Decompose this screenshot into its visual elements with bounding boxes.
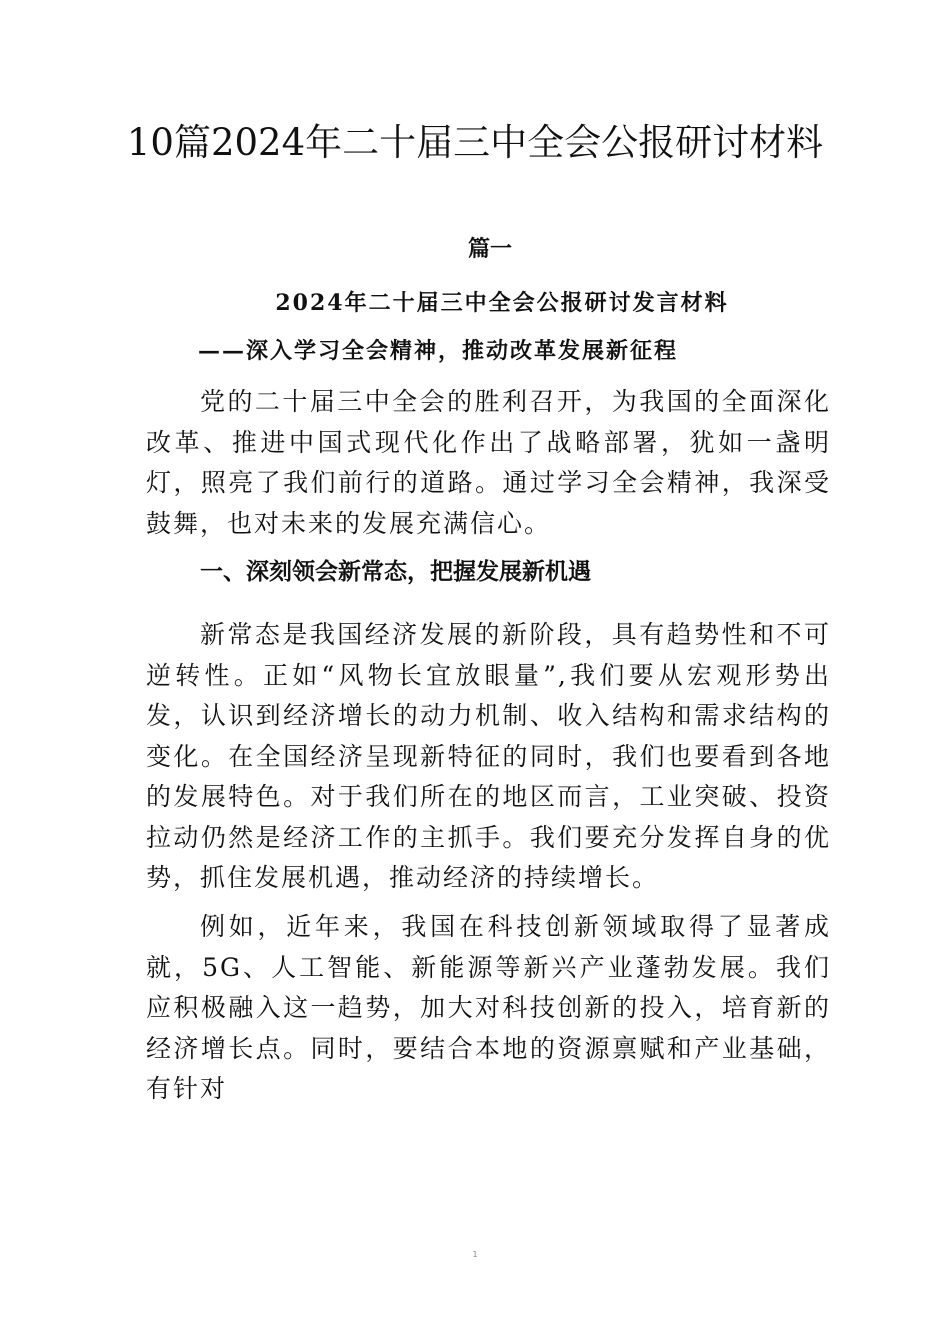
chapter-label: 篇一 — [467, 236, 512, 262]
article-title: 2024年二十届三中全会公报研讨发言材料 — [275, 290, 729, 316]
section-heading: 一、深刻领会新常态，把握发展新机遇 — [200, 559, 591, 585]
body-paragraph: 例如，近年来，我国在科技创新领域取得了显著成就，5G、人工智能、新能源等新兴产业蓬勃发展。我们应积极融入这一趋势，加大对科技创新的投入，培育新的经济增长点。同时，要结合本地的资源禀赋和产业基础，有针对 — [146, 912, 831, 1103]
document-title: 10篇2024年二十届三中全会公报研讨材料 — [126, 121, 824, 164]
article-subtitle: ——深入学习全会精神，推动改革发展新征程 — [198, 338, 679, 364]
body-paragraph: 党的二十届三中全会的胜利召开，为我国的全面深化改革、推进中国式现代化作出了战略部署，犹如一盏明灯，照亮了我们前行的道路。通过学习全会精神，我深受鼓舞，也对未来的发展充满信心。 — [146, 387, 831, 538]
page-number: 1 — [472, 1250, 478, 1259]
body-paragraph: 新常态是我国经济发展的新阶段，具有趋势性和不可逆转性。正如“风物长宜放眼量”,我们要从宏观形势出发，认识到经济增长的动力机制、收入结构和需求结构的变化。在全国经济呈现新特征的同时，我们也要看到各地的发展特色。对于我们所在的地区而言，工业突破、投资拉动仍然是经济工作的主抓手。我们要充分发挥自身的优势，抓住发展机遇，推动经济的持续增长。 — [146, 620, 831, 892]
